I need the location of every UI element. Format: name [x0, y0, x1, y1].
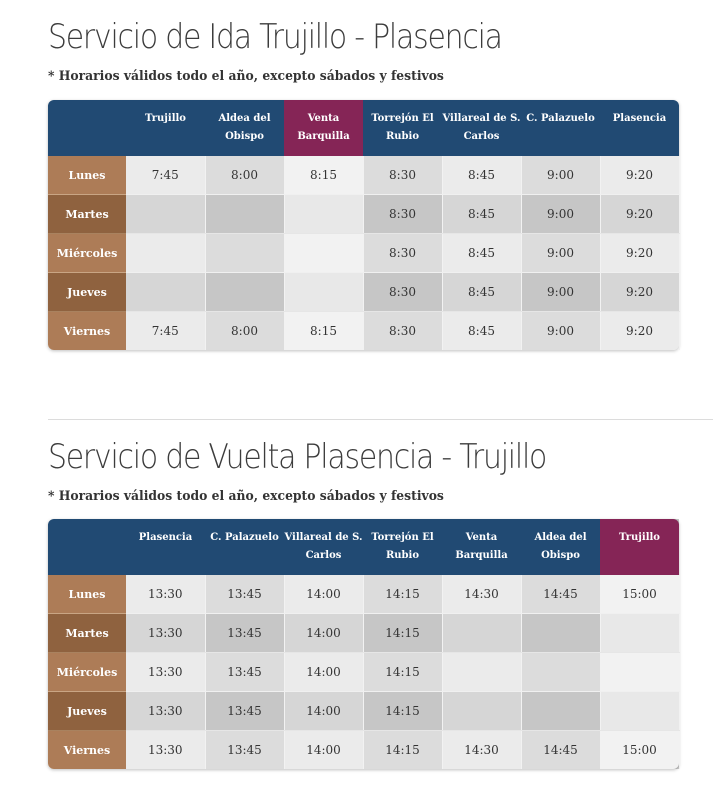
ida-row-jueves	[48, 273, 679, 312]
vuelta-body	[48, 575, 679, 769]
ida-row-miércoles	[48, 234, 679, 273]
vuelta-title: Servicio de Vuelta Plasencia - Trujillo	[48, 437, 547, 477]
vuelta-row-martes	[48, 614, 679, 653]
ida-time-cell: 8:15	[284, 312, 363, 351]
ida-schedule-table-wrapper	[48, 100, 679, 350]
ida-time-cell: 8:30	[363, 195, 442, 234]
vuelta-schedule-table-wrapper	[48, 519, 679, 769]
vuelta-time-cell	[521, 653, 600, 692]
vuelta-day-label: Martes	[48, 614, 126, 653]
ida-time-cell	[126, 234, 205, 273]
ida-time-cell: 8:00	[205, 156, 284, 195]
ida-time-cell: 8:30	[363, 234, 442, 273]
vuelta-time-cell: 13:30	[126, 653, 205, 692]
ida-station-header: Plasencia	[600, 100, 679, 156]
vuelta-time-cell: 13:45	[205, 692, 284, 731]
vuelta-time-cell: 13:45	[205, 731, 284, 770]
ida-row-viernes	[48, 312, 679, 351]
ida-station-header: Venta Barquilla	[284, 100, 363, 156]
vuelta-day-label: Miércoles	[48, 653, 126, 692]
vuelta-time-cell: 15:00	[600, 731, 679, 770]
vuelta-time-cell: 13:30	[126, 731, 205, 770]
ida-time-cell	[205, 195, 284, 234]
ida-time-cell: 9:00	[521, 195, 600, 234]
vuelta-time-cell: 14:00	[284, 614, 363, 653]
vuelta-time-cell: 14:30	[442, 731, 521, 770]
vuelta-time-cell: 14:45	[521, 731, 600, 770]
vuelta-time-cell: 14:30	[442, 575, 521, 614]
ida-time-cell	[126, 273, 205, 312]
vuelta-time-cell: 13:30	[126, 575, 205, 614]
ida-day-label: Miércoles	[48, 234, 126, 273]
ida-row-lunes	[48, 156, 679, 195]
ida-time-cell: 9:00	[521, 234, 600, 273]
vuelta-time-cell: 13:30	[126, 692, 205, 731]
ida-section	[48, 10, 680, 338]
ida-time-cell	[284, 234, 363, 273]
ida-time-cell: 9:00	[521, 156, 600, 195]
ida-day-label: Martes	[48, 195, 126, 234]
vuelta-time-cell	[521, 614, 600, 653]
vuelta-time-cell	[600, 614, 679, 653]
vuelta-schedule-table	[48, 519, 680, 769]
ida-time-cell: 9:00	[521, 312, 600, 351]
vuelta-station-header: Plasencia	[126, 519, 205, 575]
ida-body	[48, 156, 679, 350]
ida-time-cell: 9:00	[521, 273, 600, 312]
ida-day-label: Lunes	[48, 156, 126, 195]
vuelta-time-cell: 13:45	[205, 614, 284, 653]
ida-time-cell: 7:45	[126, 312, 205, 351]
ida-row-martes	[48, 195, 679, 234]
vuelta-row-jueves	[48, 692, 679, 731]
ida-header-corner	[48, 100, 126, 156]
vuelta-time-cell: 14:00	[284, 653, 363, 692]
ida-day-label: Viernes	[48, 312, 126, 351]
ida-station-header: Villareal de S. Carlos	[442, 100, 521, 156]
vuelta-time-cell: 13:30	[126, 614, 205, 653]
vuelta-time-cell	[442, 692, 521, 731]
ida-time-cell	[126, 195, 205, 234]
vuelta-header-corner	[48, 519, 126, 575]
vuelta-time-cell: 13:45	[205, 653, 284, 692]
ida-time-cell	[284, 273, 363, 312]
vuelta-note: * Horarios válidos todo el año, excepto sábados y festivos	[48, 489, 444, 504]
ida-note: * Horarios válidos todo el año, excepto sábados y festivos	[48, 69, 444, 84]
vuelta-time-cell: 14:45	[521, 575, 600, 614]
vuelta-time-cell	[600, 692, 679, 731]
vuelta-time-cell	[442, 614, 521, 653]
section-divider	[48, 419, 713, 420]
vuelta-station-header: Venta Barquilla	[442, 519, 521, 575]
ida-time-cell: 8:45	[442, 273, 521, 312]
ida-station-header: Torrejón El Rubio	[363, 100, 442, 156]
ida-time-cell: 8:45	[442, 156, 521, 195]
ida-time-cell	[205, 273, 284, 312]
vuelta-section	[48, 430, 680, 757]
vuelta-day-label: Viernes	[48, 731, 126, 770]
ida-header-row	[48, 100, 679, 156]
vuelta-row-lunes	[48, 575, 679, 614]
ida-time-cell: 8:15	[284, 156, 363, 195]
ida-schedule-table	[48, 100, 680, 350]
vuelta-station-header: Torrejón El Rubio	[363, 519, 442, 575]
ida-time-cell: 9:20	[600, 234, 679, 273]
vuelta-time-cell: 15:00	[600, 575, 679, 614]
ida-time-cell: 8:45	[442, 312, 521, 351]
vuelta-time-cell: 14:15	[363, 692, 442, 731]
vuelta-day-label: Jueves	[48, 692, 126, 731]
ida-station-header: C. Palazuelo	[521, 100, 600, 156]
vuelta-time-cell: 14:15	[363, 653, 442, 692]
vuelta-time-cell: 14:15	[363, 614, 442, 653]
vuelta-station-header: Aldea del Obispo	[521, 519, 600, 575]
ida-time-cell: 8:30	[363, 273, 442, 312]
ida-day-label: Jueves	[48, 273, 126, 312]
vuelta-station-header: Trujillo	[600, 519, 679, 575]
vuelta-row-miércoles	[48, 653, 679, 692]
vuelta-time-cell	[521, 692, 600, 731]
vuelta-time-cell: 14:15	[363, 575, 442, 614]
ida-station-header: Aldea del Obispo	[205, 100, 284, 156]
ida-title: Servicio de Ida Trujillo - Plasencia	[48, 17, 502, 57]
ida-time-cell: 8:45	[442, 234, 521, 273]
vuelta-time-cell: 14:00	[284, 731, 363, 770]
ida-time-cell	[205, 234, 284, 273]
vuelta-time-cell: 14:00	[284, 692, 363, 731]
vuelta-time-cell	[442, 653, 521, 692]
vuelta-day-label: Lunes	[48, 575, 126, 614]
ida-time-cell: 9:20	[600, 312, 679, 351]
ida-time-cell: 8:30	[363, 312, 442, 351]
vuelta-station-header: C. Palazuelo	[205, 519, 284, 575]
ida-time-cell: 7:45	[126, 156, 205, 195]
vuelta-time-cell: 14:00	[284, 575, 363, 614]
vuelta-header-row	[48, 519, 679, 575]
vuelta-time-cell: 13:45	[205, 575, 284, 614]
ida-time-cell	[284, 195, 363, 234]
vuelta-time-cell: 14:15	[363, 731, 442, 770]
vuelta-time-cell	[600, 653, 679, 692]
ida-time-cell: 9:20	[600, 273, 679, 312]
ida-station-header: Trujillo	[126, 100, 205, 156]
ida-time-cell: 8:30	[363, 156, 442, 195]
vuelta-station-header: Villareal de S. Carlos	[284, 519, 363, 575]
ida-time-cell: 9:20	[600, 195, 679, 234]
ida-time-cell: 8:45	[442, 195, 521, 234]
vuelta-row-viernes	[48, 731, 679, 770]
ida-time-cell: 8:00	[205, 312, 284, 351]
ida-time-cell: 9:20	[600, 156, 679, 195]
